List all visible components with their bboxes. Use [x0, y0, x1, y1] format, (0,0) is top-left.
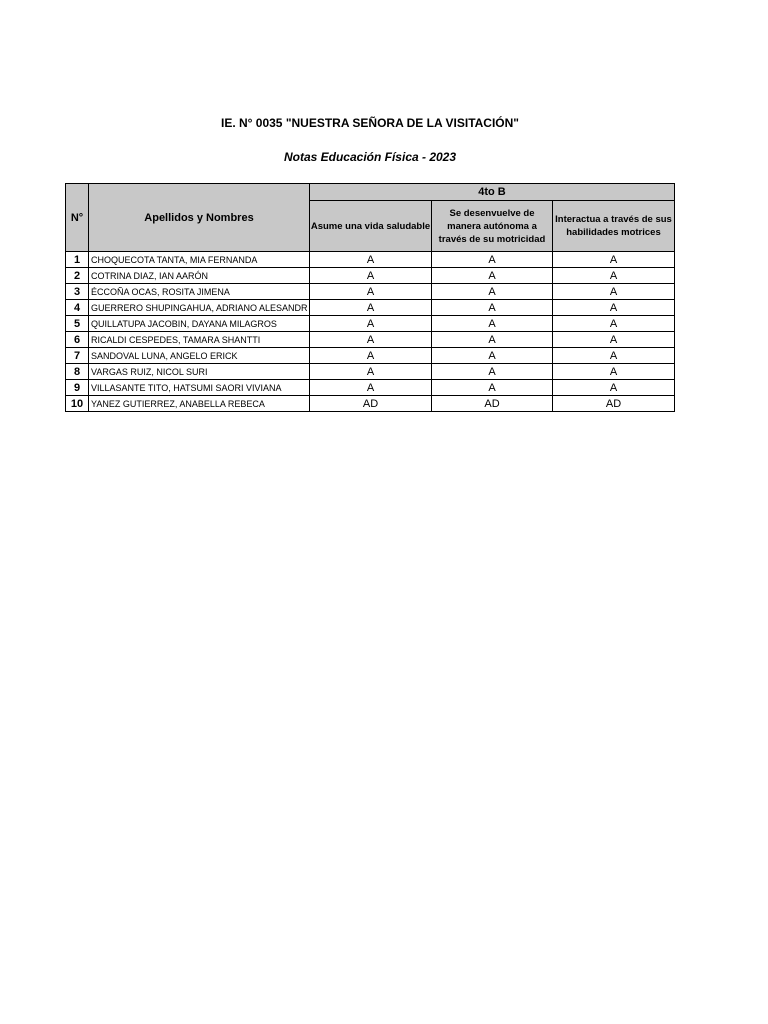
column-header-number: N°: [66, 184, 89, 252]
table-row: [66, 348, 675, 364]
document-subtitle: Notas Educación Física - 2023: [283, 150, 457, 164]
grade-cell: A: [432, 348, 553, 364]
grade-cell: A: [432, 332, 553, 348]
student-name: ÉCCOÑA OCAS, ROSITA JIMENA: [89, 284, 310, 300]
column-header-competency: Interactua a través de sus habilidades motrices: [553, 201, 675, 252]
grade-cell: A: [310, 268, 432, 284]
student-name: YANEZ GUTIERREZ, ANABELLA REBECA: [89, 396, 310, 412]
grade-cell: A: [310, 332, 432, 348]
grade-cell: A: [553, 252, 675, 268]
grade-cell: A: [310, 316, 432, 332]
grade-cell: A: [432, 252, 553, 268]
column-header-competency: Asume una vida saludable: [310, 201, 432, 252]
grade-cell: A: [310, 284, 432, 300]
grade-cell: A: [310, 252, 432, 268]
grade-cell: A: [553, 268, 675, 284]
grade-cell: A: [553, 300, 675, 316]
grade-cell: A: [432, 316, 553, 332]
grade-cell: AD: [553, 396, 675, 412]
grade-cell: A: [553, 364, 675, 380]
table-row: [66, 396, 675, 412]
table-row: [66, 252, 675, 268]
student-name: COTRINA DIAZ, IAN AARÓN: [89, 268, 310, 284]
table-row: [66, 380, 675, 396]
grade-cell: A: [432, 284, 553, 300]
student-name: GUERRERO SHUPINGAHUA, ADRIANO ALESANDR: [89, 300, 310, 316]
row-number: 3: [66, 284, 89, 300]
grade-cell: AD: [310, 396, 432, 412]
table-row: [66, 332, 675, 348]
row-number: 1: [66, 252, 89, 268]
column-header-competency: Se desenvuelve de manera autónoma a través de su motricidad: [432, 201, 553, 252]
table-row: [66, 364, 675, 380]
grade-cell: A: [432, 380, 553, 396]
table-row: [66, 300, 675, 316]
row-number: 2: [66, 268, 89, 284]
row-number: 5: [66, 316, 89, 332]
grades-table: [65, 183, 675, 412]
grade-cell: A: [553, 284, 675, 300]
document-title: IE. N° 0035 "NUESTRA SEÑORA DE LA VISITACIÓN": [220, 116, 519, 130]
grade-cell: A: [432, 300, 553, 316]
student-name: CHOQUECOTA TANTA, MIA FERNANDA: [89, 252, 310, 268]
row-number: 9: [66, 380, 89, 396]
grade-cell: A: [432, 364, 553, 380]
table-row: [66, 268, 675, 284]
student-name: VILLASANTE TITO, HATSUMI SAORI VIVIANA: [89, 380, 310, 396]
grade-cell: A: [310, 380, 432, 396]
student-name: RICALDI CESPEDES, TAMARA SHANTTI: [89, 332, 310, 348]
student-name: QUILLATUPA JACOBIN, DAYANA MILAGROS: [89, 316, 310, 332]
grade-cell: A: [310, 364, 432, 380]
grade-cell: A: [553, 380, 675, 396]
table-row: [66, 284, 675, 300]
row-number: 8: [66, 364, 89, 380]
row-number: 6: [66, 332, 89, 348]
row-number: 4: [66, 300, 89, 316]
grade-cell: A: [553, 332, 675, 348]
column-header-name: Apellidos y Nombres: [89, 184, 310, 252]
grade-cell: AD: [432, 396, 553, 412]
student-name: VARGAS RUIZ, NICOL SURI: [89, 364, 310, 380]
grade-cell: A: [310, 300, 432, 316]
table-row: [66, 316, 675, 332]
grade-cell: A: [432, 268, 553, 284]
grade-cell: A: [310, 348, 432, 364]
row-number: 10: [66, 396, 89, 412]
grade-cell: A: [553, 348, 675, 364]
column-header-group: 4to B: [310, 184, 675, 201]
student-name: SANDOVAL LUNA, ANGELO ERICK: [89, 348, 310, 364]
row-number: 7: [66, 348, 89, 364]
grade-cell: A: [553, 316, 675, 332]
